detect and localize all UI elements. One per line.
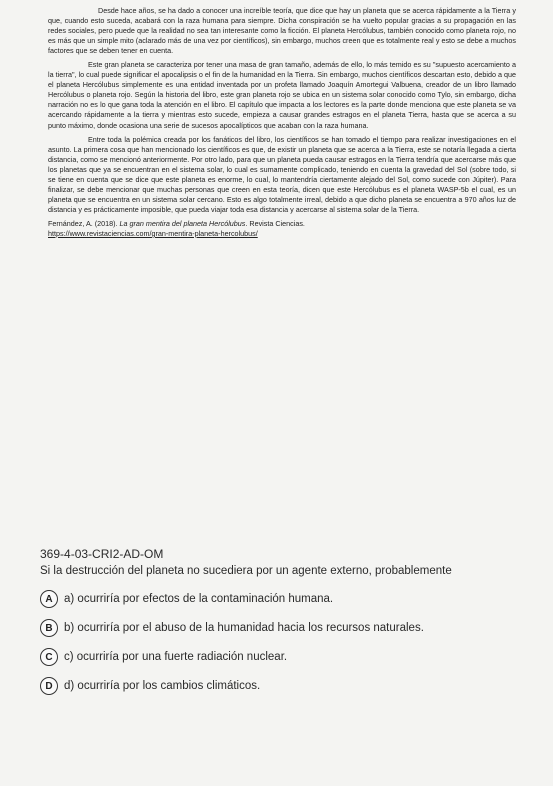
option-a[interactable] xyxy=(40,589,333,609)
reading-passage xyxy=(48,6,516,239)
option-b[interactable] xyxy=(40,618,424,638)
option-b-badge[interactable]: B xyxy=(40,619,58,637)
option-a-badge[interactable]: A xyxy=(40,590,58,608)
question-stem: Si la destrucción del planeta no sucediera por un agente externo, probablemente xyxy=(40,565,452,577)
reference-link[interactable]: https://www.revistaciencias.com/gran-mentira-planeta-hercolubus/ xyxy=(48,228,258,238)
option-c-text: c) ocurriría por una fuerte radiación nuclear. xyxy=(64,651,288,663)
reference-title: La gran mentira del planeta Hercólubus xyxy=(119,218,246,228)
passage-paragraph-3: Entre toda la polémica creada por los fanáticos del libro, los científicos se han tomado el tiempo para realizar investigaciones en el asunto. La primera cosa que han mencionado los científicos es que, de existir un planeta que se acerca a la Tierra, este se notaría llegada a cierta distancia, como se mencionó anteriormente. Por otro lado, para que un planeta pueda causar estragos en la Tierra tendría que acercarse más que los planetas que ya se encuentran en el sistema solar, lo cual es sumamente complicado, teniendo en cuenta la gravedad del Sol (sobre todo, si se tiene en cuenta que se dice que este planeta es enorme, lo cual, lo mantendría ciertamente alejado del Sol, como sucede con Júpiter). Para finalizar, se debe mencionar que muchas personas que creen en esta teoría, dicen que este Hercólubus es el planeta WASP-5b el cual, es un planeta que se encuentra en un sistema solar cercano. Esto es algo totalmente irreal, debido a que dicho planeta se encuentra a 970 años luz de distancia y es prácticamente imposible, que pueda viajar toda esa distancia y acercarse al sistema solar de la Tierra. xyxy=(48,134,516,214)
passage-paragraph-2: Este gran planeta se caracteriza por tener una masa de gran tamaño, además de ello, lo más temido es su "supuesto acercamiento a la tierra", lo cual puede significar el apocalipsis o el fin de la humanidad en la Tierra. Sin embargo, muchos científicos descartan esto, debido a que el planeta Hercólubus simplemente es una entidad inventada por un profeta llamado Joaquín Amortegui Valbuena, creador de un libro llamado Hercólubus o planeta rojo. Según la historia del libro, este gran planeta rojo se ubica en un sistema solar conocido como Tylo, sin embargo, dicha narración no es lo que gana toda la atención en el libro. El capítulo que impacta a los lectores es la parte donde menciona que este planeta se va acercando rápidamente a la tierra y mientras esto sucede, empieza a causar grandes estragos en el planeta Tierra, hasta que se acerca a su punto máximo, donde ocasiona una serie de sucesos apocalípticos que acaban con la raza humana. xyxy=(48,60,516,130)
option-b-text: b) ocurriría por el abuso de la humanidad hacia los recursos naturales. xyxy=(64,622,424,634)
option-d-text: d) ocurriría por los cambios climáticos. xyxy=(64,680,261,692)
passage-paragraph-1: Desde hace años, se ha dado a conocer una increíble teoría, que dice que hay un planeta que se acerca rápidamente a la Tierra y que, cuando esto suceda, acabará con la raza humana para siempre. Dicha conspiración se ha vuelto popular gracias a su propagación en las redes sociales, pero puede que la realidad no sea tan interesante como la ficción. El planeta Hercólubus, también conocido como planeta rojo, no es más que un simple mito (aclarado más de una vez por científicos), sin embargo, muchos creen que es totalmente real y esto se debe a muchos factores que se deben tener en cuenta. xyxy=(48,6,516,56)
question-id: 369-4-03-CRI2-AD-OM xyxy=(40,547,164,561)
option-a-text: a) ocurriría por efectos de la contaminación humana. xyxy=(64,593,334,605)
option-c[interactable] xyxy=(40,647,287,667)
reference-source: . Revista Ciencias. xyxy=(245,218,305,228)
option-d[interactable] xyxy=(40,676,260,696)
option-d-badge[interactable]: D xyxy=(40,677,58,695)
reference-author: Fernández, A. (2018). xyxy=(48,218,120,228)
option-c-badge[interactable]: C xyxy=(40,648,58,666)
reference-citation xyxy=(48,219,516,239)
